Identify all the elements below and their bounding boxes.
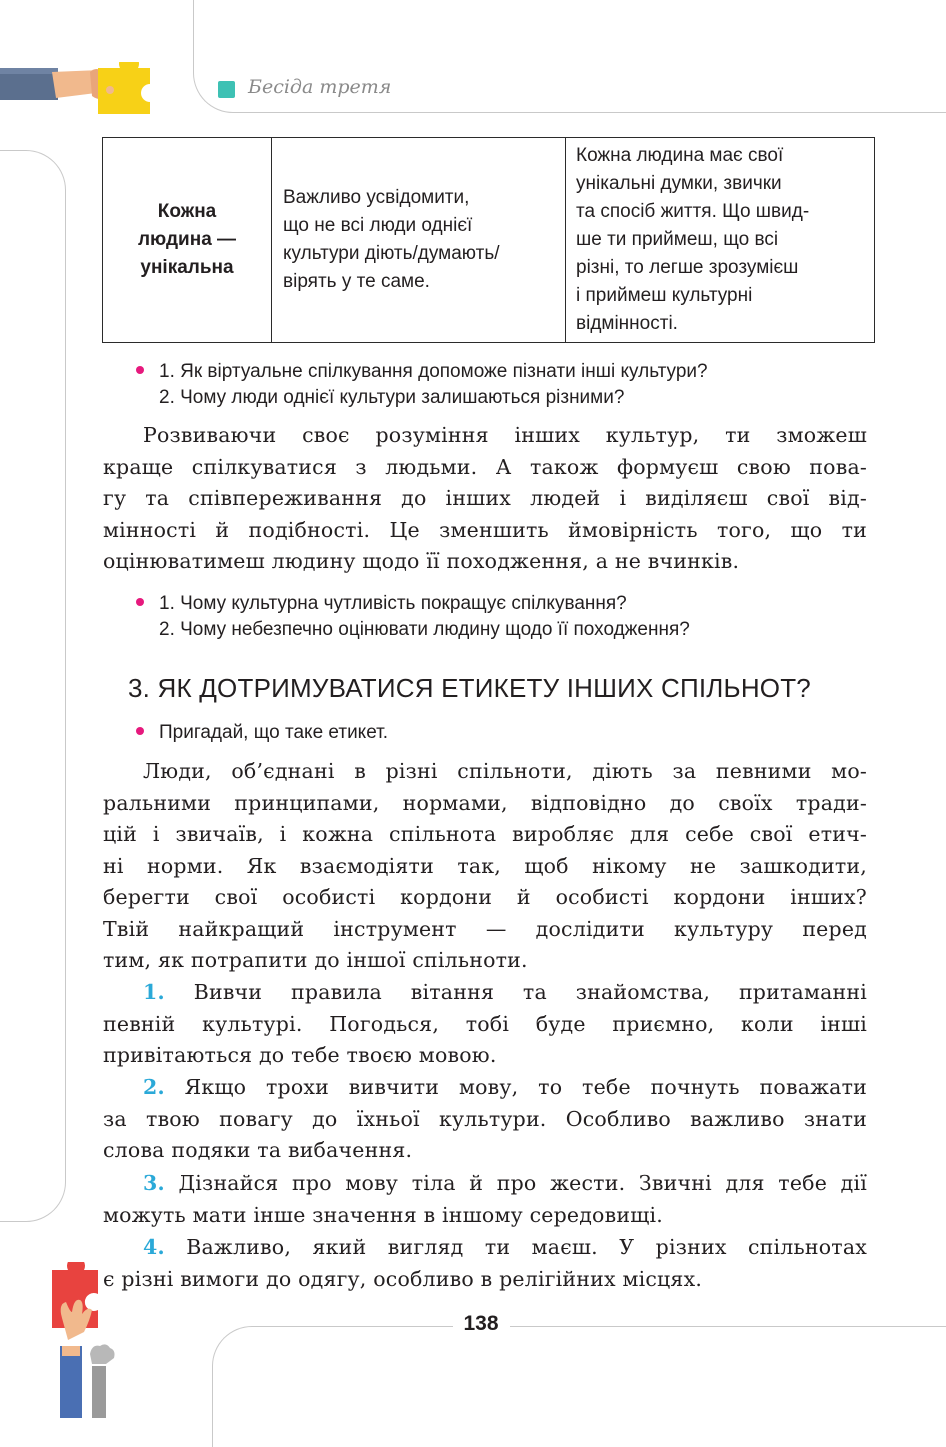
tip-line: [103, 977, 867, 1009]
bullet-icon: [136, 727, 144, 735]
table-right-line: різні, то легше зрозумієш: [576, 257, 799, 278]
paragraph-line: ральними принципами, нормами, відповідно до своїх тради-: [103, 790, 867, 815]
paragraph-line: тим, як потрапити до іншої спільноти.: [103, 948, 528, 972]
question-item: 2. Чому небезпечно оцінювати людину щодо її походження?: [159, 619, 690, 640]
table-middle-line: культури діють/думають/: [283, 243, 500, 264]
table-middle-line: вірять у те саме.: [283, 271, 430, 292]
paragraph-line: оцінюватимеш людину щодо її походження, а не вчинків.: [103, 549, 740, 573]
table-middle-line: що не всі люди однієї: [283, 215, 473, 236]
tip-line: [103, 1168, 867, 1200]
page-number: 138: [463, 1312, 499, 1335]
paragraph-line: гу та співпереживання до інших людей і виділяєш свої від-: [103, 486, 867, 510]
prompt-text: Пригадай, що таке етикет.: [159, 722, 389, 743]
paragraph-line: берегти свої особисті кордони й особисті кордони інших?: [103, 885, 867, 909]
tip-text: Якщо трохи вивчити мову, то тебе почнуть поважати: [184, 1075, 867, 1099]
section-heading: 3. ЯК ДОТРИМУВАТИСЯ ЕТИКЕТУ ІНШИХ СПІЛЬНОТ?: [128, 673, 811, 703]
bullet-icon: [136, 598, 144, 606]
table-right-line: ше ти приймеш, що всі: [576, 229, 779, 250]
question-item: 2. Чому люди однієї культури залишаються різними?: [159, 387, 625, 408]
paragraph-line: Розвиваючи своє розуміння інших культур, ти зможеш: [143, 423, 867, 447]
table-title-line: Кожна: [157, 201, 217, 222]
puzzle-hand-illustration-top: [0, 62, 160, 118]
paragraph-line: Люди, об’єднані в різні спільноти, діють за певними мо-: [143, 759, 867, 783]
tip-item: [103, 1168, 867, 1231]
table-cell-right: [566, 138, 875, 343]
tip-number: 1.: [143, 980, 165, 1004]
tip-number: 3.: [143, 1171, 165, 1195]
chapter-title: Бесіда третя: [248, 76, 392, 98]
table-right-line: унікальні думки, звички: [576, 173, 782, 194]
table-title-line: унікальна: [140, 257, 234, 278]
tip-line: [103, 1072, 867, 1104]
paragraph-line: Твій найкращий інструмент — дослідити культуру перед: [103, 916, 867, 941]
table-right-line: та спосіб життя. Що швид-: [576, 201, 810, 222]
tip-number: 2.: [143, 1075, 165, 1099]
paragraph-line: цій і звичаїв, і кожна спільнота виробляє для себе свої етич-: [103, 822, 867, 846]
tip-text: Дізнайся про мову тіла й про жести. Звичні для тебе дії: [178, 1171, 867, 1195]
table-right-line: і приймеш культурні: [576, 285, 753, 306]
tip-line: [103, 1232, 867, 1264]
chapter-marker-icon: [218, 81, 235, 98]
info-table: [102, 137, 875, 343]
page-frame-bottom-right: [510, 1326, 946, 1327]
table-right-line: Кожна людина має свої: [576, 145, 784, 166]
page-frame-left: [0, 150, 66, 1222]
table-cell-middle: [272, 138, 566, 343]
table-middle-line: Важливо усвідомити,: [283, 187, 470, 208]
tip-text: Вивчи правила вітання та знайомства, притаманні: [193, 980, 868, 1004]
tip-line: є різні вимоги до одягу, особливо в релігійних місцях.: [103, 1266, 703, 1291]
table-title-line: людина —: [137, 229, 237, 250]
puzzle-hands-illustration-bottom: [40, 1262, 130, 1418]
body-paragraph: [103, 420, 867, 578]
paragraph-line: краще спілкуватися з людьми. А також формуєш свою пова-: [103, 454, 867, 479]
paragraph-line: ні норми. Як взаємодіяти так, щоб нікому не зашкодити,: [103, 853, 867, 878]
tip-line: за твою повагу до їхньої культури. Особливо важливо знати: [103, 1106, 867, 1131]
tip-number: 4.: [143, 1235, 165, 1259]
page-frame-bottom-left: [212, 1326, 453, 1447]
table-row: [103, 138, 875, 343]
tip-line: слова подяки та вибачення.: [103, 1138, 413, 1162]
table-cell-title: [103, 138, 272, 343]
tip-line: певній культурі. Погодься, тобі буде приємно, коли інші: [103, 1011, 867, 1036]
bullet-icon: [136, 366, 144, 374]
tip-line: привітаються до тебе твоєю мовою.: [103, 1043, 497, 1067]
tip-item: [103, 1072, 867, 1167]
tip-line: можуть мати інше значення в іншому середовищі.: [103, 1202, 663, 1227]
tip-text: Важливо, який вигляд ти маєш. У різних спільнотах: [186, 1235, 868, 1259]
tip-item: [103, 977, 867, 1072]
question-item: 1. Як віртуальне спілкування допоможе пізнати інші культури?: [159, 361, 708, 382]
table-right-line: відмінності.: [576, 313, 678, 334]
paragraph-line: мінності й подібності. Це зменшить ймовірність того, що ти: [103, 517, 867, 542]
body-paragraph: [103, 756, 867, 977]
tip-item: [103, 1232, 867, 1295]
question-item: 1. Чому культурна чутливість покращує спілкування?: [159, 593, 627, 614]
